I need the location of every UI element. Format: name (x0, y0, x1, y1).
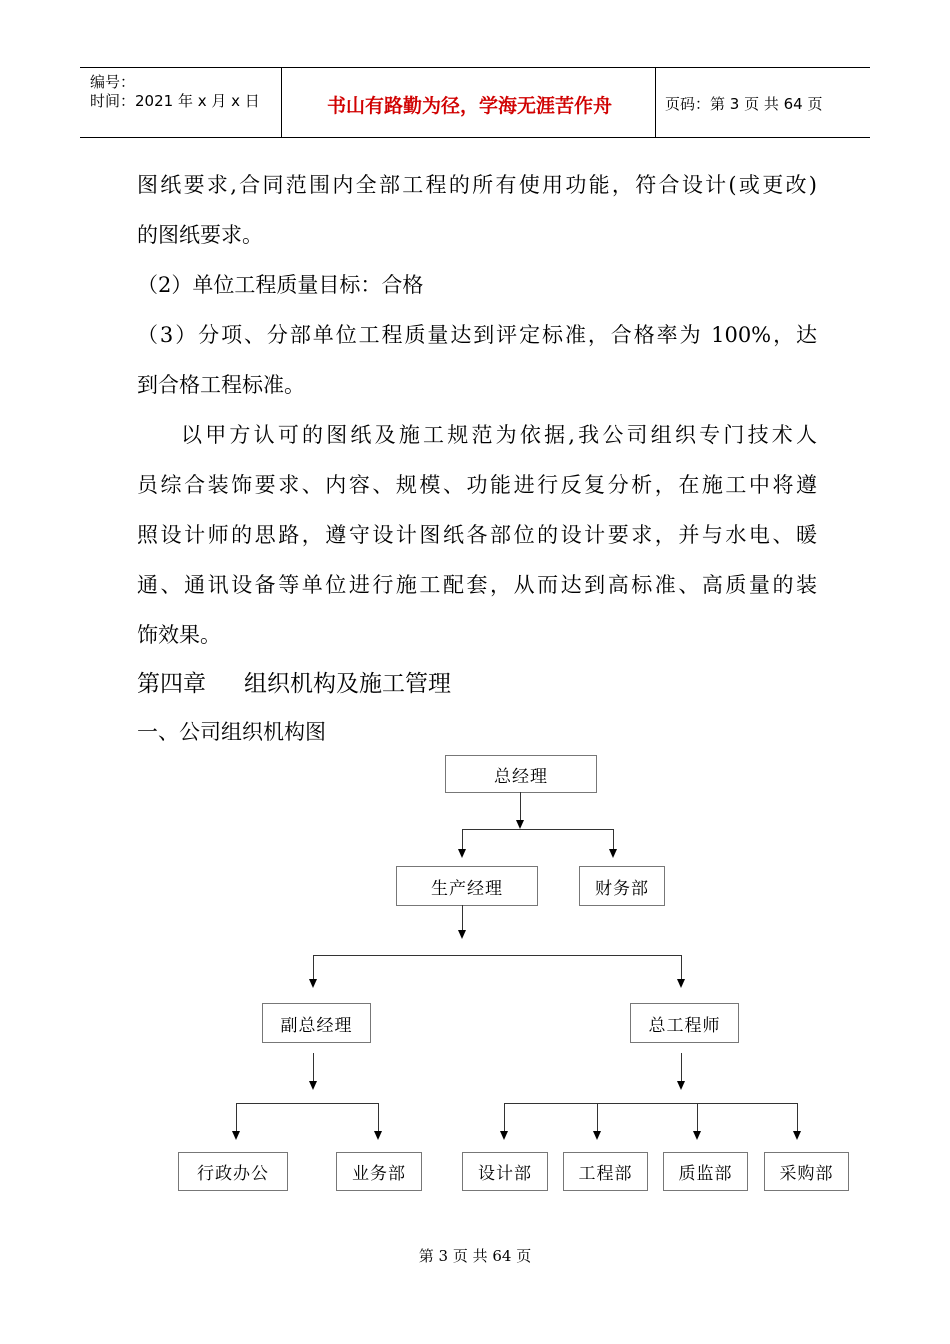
arrow-down-icon (232, 1131, 240, 1140)
arrow-down-icon (693, 1131, 701, 1140)
org-node-admin-office: 行政办公 (178, 1152, 288, 1191)
paragraph-line: 到合格工程标准。 (137, 373, 305, 397)
arrow-down-icon (458, 930, 466, 939)
connector-line (597, 1103, 598, 1131)
connector-line (681, 1053, 682, 1081)
serial-number-label: 编号： (90, 73, 136, 91)
org-node-chief-engineer: 总工程师 (630, 1003, 739, 1043)
header-page-info: 页码：第 3 页 共 64 页 (665, 95, 823, 113)
arrow-down-icon (677, 979, 685, 988)
paragraph-line: （3）分项、分部单位工程质量达到评定标准，合格率为 100%，达 (137, 323, 817, 347)
paragraph-line: 通、通讯设备等单位进行施工配套，从而达到高标准、高质量的装 (137, 573, 817, 597)
header-motto: 书山有路勤为径，学海无涯苦作舟 (326, 95, 612, 117)
section-heading: 一、公司组织机构图 (137, 720, 326, 744)
connector-line (236, 1103, 379, 1104)
date-label: 时间：2021 年 x 月 x 日 (90, 92, 260, 110)
org-node-general-manager: 总经理 (445, 755, 597, 793)
connector-line (313, 955, 682, 956)
chapter-title: 组织机构及施工管理 (244, 671, 451, 697)
org-node-design-dept: 设计部 (462, 1152, 548, 1191)
connector-line (378, 1103, 379, 1131)
connector-line (520, 792, 521, 820)
org-node-business-dept: 业务部 (336, 1152, 422, 1191)
connector-line (462, 829, 463, 851)
arrow-down-icon (458, 849, 466, 858)
paragraph-line: 员综合装饰要求、内容、规模、功能进行反复分析，在施工中将遵 (137, 473, 817, 497)
org-node-finance-dept: 财务部 (579, 866, 665, 906)
org-node-production-manager: 生产经理 (396, 866, 538, 906)
arrow-down-icon (309, 979, 317, 988)
quality-target-line: （2）单位工程质量目标：合格 (137, 273, 424, 297)
org-node-engineering-dept: 工程部 (563, 1152, 648, 1191)
connector-line (313, 955, 314, 981)
connector-line (697, 1103, 698, 1131)
paragraph-line: 饰效果。 (137, 623, 221, 647)
arrow-down-icon (593, 1131, 601, 1140)
org-node-quality-dept: 质监部 (663, 1152, 748, 1191)
connector-line (797, 1103, 798, 1131)
arrow-down-icon (516, 820, 524, 829)
connector-line (462, 905, 463, 930)
arrow-down-icon (677, 1081, 685, 1090)
connector-line (236, 1103, 237, 1131)
connector-line (681, 955, 682, 981)
connector-line (613, 829, 614, 851)
connector-line (313, 1053, 314, 1081)
arrow-down-icon (374, 1131, 382, 1140)
page-footer: 第 3 页 共 64 页 (418, 1247, 532, 1265)
org-node-deputy-gm: 副总经理 (262, 1003, 371, 1043)
arrow-down-icon (609, 849, 617, 858)
connector-line (504, 1103, 505, 1131)
arrow-down-icon (309, 1081, 317, 1090)
connector-line (504, 1103, 798, 1104)
paragraph-line: 以甲方认可的图纸及施工规范为依据,我公司组织专门技术人 (181, 423, 817, 447)
paragraph-line: 的图纸要求。 (137, 223, 263, 247)
chapter-number: 第四章 (137, 671, 206, 697)
paragraph-line: 图纸要求,合同范围内全部工程的所有使用功能，符合设计(或更改) (137, 173, 817, 197)
arrow-down-icon (793, 1131, 801, 1140)
org-node-purchasing-dept: 采购部 (764, 1152, 849, 1191)
connector-line (462, 829, 614, 830)
arrow-down-icon (500, 1131, 508, 1140)
paragraph-line: 照设计师的思路，遵守设计图纸各部位的设计要求，并与水电、暖 (137, 523, 817, 547)
